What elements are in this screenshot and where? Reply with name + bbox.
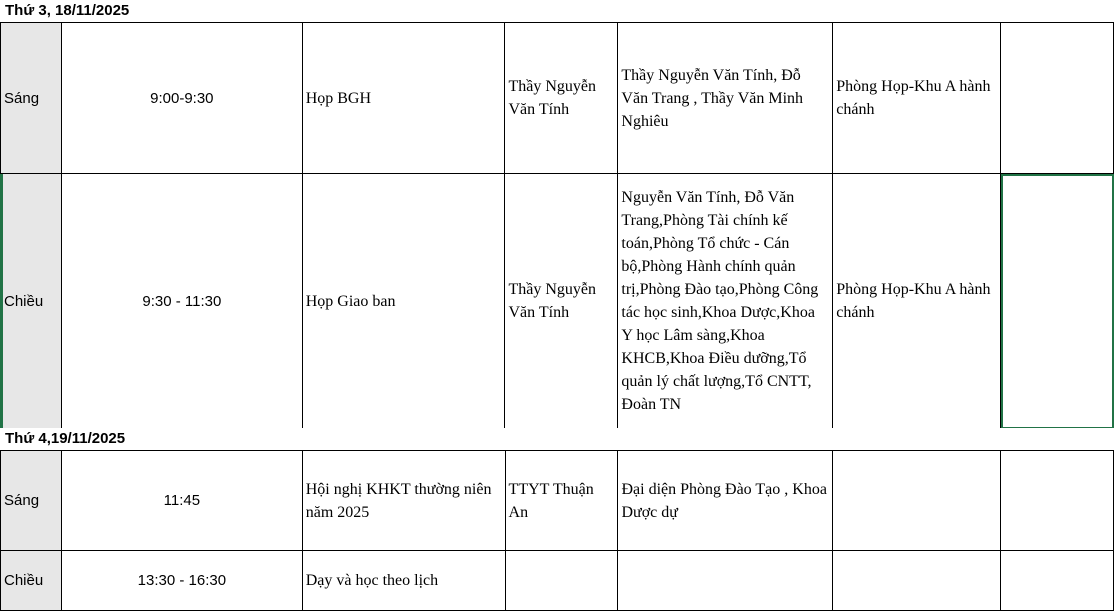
chair-cell[interactable]: Thầy Nguyễn Văn Tính xyxy=(505,174,618,429)
participants-cell[interactable]: Đại diện Phòng Đào Tạo , Khoa Dược dự xyxy=(618,451,833,551)
day-header[interactable]: Thứ 3, 18/11/2025 xyxy=(0,0,1114,22)
participants-cell[interactable]: Nguyễn Văn Tính, Đỗ Văn Trang,Phòng Tài chính kế toán,Phòng Tổ chức - Cán bộ,Phòng Hành chính quản trị,Phòng Đào tạo,Phòng Công tác học sinh,Khoa Dược,Khoa Y học Lâm sàng,Khoa KHCB,Khoa Điều dưỡng,Tổ quản lý chất lượng,Tổ CNTT, Đoàn TN xyxy=(618,174,833,429)
session-cell[interactable]: Chiều xyxy=(1,174,62,429)
content-cell[interactable]: Dạy và học theo lịch xyxy=(302,551,505,611)
chair-cell[interactable] xyxy=(505,551,618,611)
location-cell[interactable] xyxy=(833,551,1001,611)
table-row xyxy=(1,23,1114,174)
row-selection-indicator xyxy=(0,174,3,429)
table-row xyxy=(1,551,1114,611)
note-cell[interactable] xyxy=(1001,551,1114,611)
participants-cell[interactable] xyxy=(618,551,833,611)
note-cell-selected[interactable] xyxy=(1001,174,1114,429)
location-cell[interactable]: Phòng Họp-Khu A hành chánh xyxy=(833,23,1001,174)
location-cell[interactable]: Phòng Họp-Khu A hành chánh xyxy=(833,174,1001,429)
content-cell[interactable]: Họp BGH xyxy=(302,23,505,174)
day-header[interactable]: Thứ 4,19/11/2025 xyxy=(0,428,1114,450)
table-row xyxy=(1,174,1114,429)
content-cell[interactable]: Họp Giao ban xyxy=(302,174,505,429)
chair-cell[interactable]: Thầy Nguyễn Văn Tính xyxy=(505,23,618,174)
time-cell[interactable]: 11:45 xyxy=(61,451,302,551)
participants-cell[interactable]: Thầy Nguyễn Văn Tính, Đỗ Văn Trang , Thầy Văn Minh Nghiêu xyxy=(618,23,833,174)
note-cell[interactable] xyxy=(1001,451,1114,551)
time-cell[interactable]: 13:30 - 16:30 xyxy=(61,551,302,611)
session-cell[interactable]: Sáng xyxy=(1,451,62,551)
session-cell[interactable]: Sáng xyxy=(1,23,62,174)
session-cell[interactable]: Chiều xyxy=(1,551,62,611)
schedule-table-day2 xyxy=(0,450,1114,611)
note-cell[interactable] xyxy=(1001,23,1114,174)
time-cell[interactable]: 9:30 - 11:30 xyxy=(61,174,302,429)
table-row xyxy=(1,451,1114,551)
location-cell[interactable] xyxy=(833,451,1001,551)
content-cell[interactable]: Hội nghị KHKT thường niên năm 2025 xyxy=(302,451,505,551)
schedule-table-day1 xyxy=(0,22,1114,429)
time-cell[interactable]: 9:00-9:30 xyxy=(61,23,302,174)
chair-cell[interactable]: TTYT Thuận An xyxy=(505,451,618,551)
